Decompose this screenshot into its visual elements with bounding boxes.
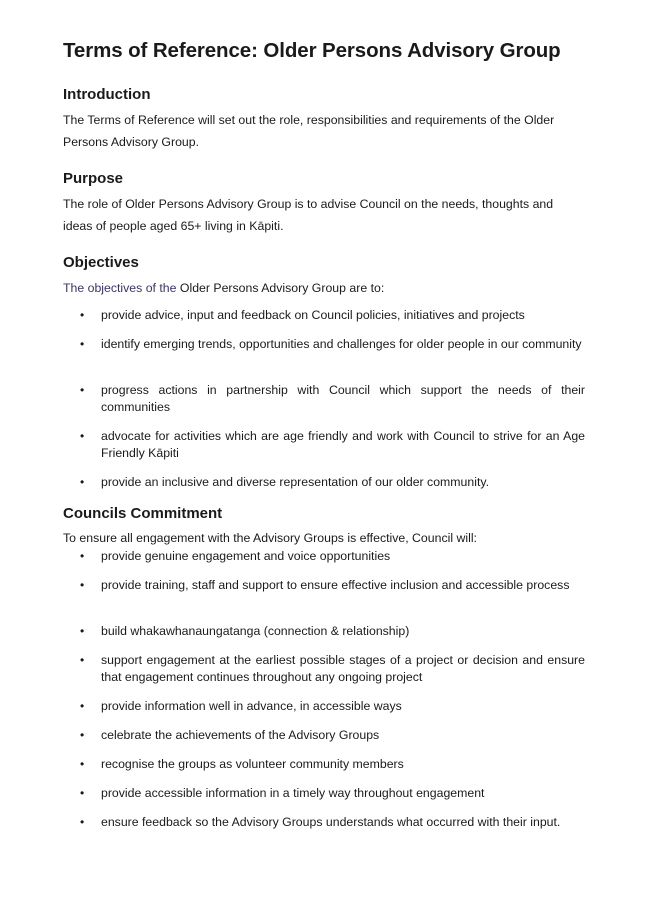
list-item-text: ensure feedback so the Advisory Groups understands what occurred with their input. [101,815,561,829]
list-item [63,577,585,594]
list-item-text: advocate for activities which are age friendly and work with Council to strive for an Age Friendly Kāpiti [101,429,585,460]
list-item-text: recognise the groups as volunteer community members [101,757,404,771]
list-item [63,785,585,802]
list-item-text: provide information well in advance, in accessible ways [101,699,402,713]
document-title: Terms of Reference: Older Persons Advisory Group [63,39,561,62]
bullet-icon: • [80,383,85,397]
objectives-lead-muted: The objectives of the [63,281,177,295]
list-item [63,474,585,491]
list-item-text: provide accessible information in a timely way throughout engagement [101,786,485,800]
bullet-icon: • [80,653,85,667]
list-item-text: support engagement at the earliest possible stages of a project or decision and ensure that engagement continues throughout any ongoing project [101,653,585,684]
objectives-lead [63,280,384,296]
list-item-text: progress actions in partnership with Council which support the needs of their communities [101,383,585,414]
bullet-icon: • [80,549,85,563]
introduction-text: The Terms of Reference will set out the role, responsibilities and requirements of the Older Persons Advisory Group. [63,113,555,149]
list-item [63,336,585,353]
list-item [63,548,585,565]
list-item-text: provide genuine engagement and voice opportunities [101,549,391,563]
list-item [63,698,585,715]
bullet-icon: • [80,786,85,800]
list-item-text: identify emerging trends, opportunities and challenges for older people in our community [101,337,582,351]
list-item [63,307,585,324]
bullet-icon: • [80,624,85,638]
list-item [63,623,585,640]
objectives-lead-rest: Older Persons Advisory Group are to: [176,281,385,295]
list-item-text: celebrate the achievements of the Advisory Groups [101,728,380,742]
bullet-icon: • [80,728,85,742]
bullet-icon: • [80,578,85,592]
introduction-heading: Introduction [63,86,151,103]
list-item-text: provide an inclusive and diverse representation of our older community. [101,475,490,489]
list-item-text: provide training, staff and support to ensure effective inclusion and accessible process [101,578,570,592]
list-item [63,814,585,831]
list-item-text: provide advice, input and feedback on Council policies, initiatives and projects [101,308,525,322]
commitment-heading: Councils Commitment [63,505,223,522]
objectives-heading: Objectives [63,254,139,271]
list-item [63,652,585,686]
list-item [63,756,585,773]
list-item [63,428,585,462]
list-item [63,382,585,416]
bullet-icon: • [80,757,85,771]
purpose-text: The role of Older Persons Advisory Group is to advise Council on the needs, thoughts and ideas of people aged 65+ living in Kāpiti. [63,197,554,233]
bullet-icon: • [80,308,85,322]
bullet-icon: • [80,475,85,489]
bullet-icon: • [80,337,85,351]
bullet-icon: • [80,815,85,829]
bullet-icon: • [80,429,85,443]
commitment-lead: To ensure all engagement with the Advisory Groups is effective, Council will: [63,531,477,545]
list-item-text: build whakawhanaungatanga (connection & relationship) [101,624,410,638]
purpose-heading: Purpose [63,170,124,187]
bullet-icon: • [80,699,85,713]
list-item [63,727,585,744]
